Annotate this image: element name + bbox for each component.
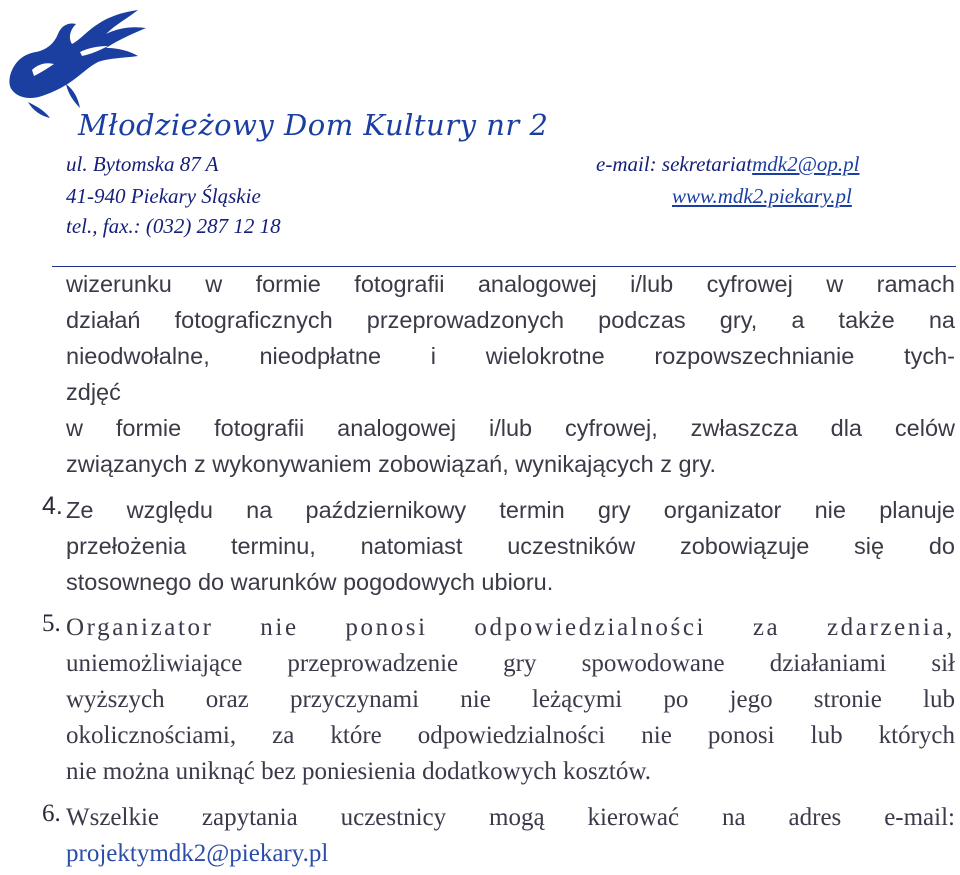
website-line [672,184,852,209]
item4-line: przełożenia terminu, natomiast uczestników zobowiązuje się do [66,533,955,559]
continuation-line: zdjęć [66,379,121,405]
item5-line: uniemożliwiające przeprowadzenie gry spowodowane działaniami sił [66,650,955,677]
contact-email-link[interactable]: projektymdk2@piekary.pl [66,840,329,867]
item5-line: Organizator nie ponosi odpowiedzialności za zdarzenia, [66,614,955,641]
continuation-line: wizerunku w formie fotografii analogowej i/lub cyfrowej w ramach [66,271,955,297]
item-number: 4. [42,492,63,520]
address-street: ul. Bytomska 87 A [66,152,219,176]
email-line [596,152,860,177]
email-label: e-mail: sekretariat [596,152,753,176]
item6-text: Wszelkie zapytania uczestnicy mogą kierować na adres e-mail: [66,804,955,831]
phone-fax: tel., fax.: (032) 287 12 18 [66,214,281,238]
email-link[interactable]: mdk2@op.pl [752,152,860,176]
organization-name: Młodzieżowy Dom Kultury nr 2 [78,108,549,142]
hand-dove-logo-icon [6,6,156,121]
continuation-line: działań fotograficznych przeprowadzonych podczas gry, a także na [66,307,955,333]
item5-line: okolicznościami, za które odpowiedzialności nie ponosi lub których [66,722,955,749]
address-city: 41-940 Piekary Śląskie [66,184,261,208]
item5-line: nie można uniknąć bez poniesienia dodatkowych kosztów. [66,758,652,785]
continuation-line: związanych z wykonywaniem zobowiązań, wynikających z gry. [66,451,716,477]
continuation-line: nieodwołalne, nieodpłatne i wielokrotne rozpowszechnianie tych- [66,343,955,369]
website-link[interactable]: www.mdk2.piekary.pl [672,184,852,208]
item5-line: wyższych oraz przyczynami nie leżącymi po jego stronie lub [66,686,955,713]
item-number: 6. [42,800,61,827]
item4-line: Ze względu na październikowy termin gry organizator nie planuje [66,497,955,523]
item4-line: stosownego do warunków pogodowych ubioru. [66,569,554,595]
item-number: 5. [42,610,61,637]
continuation-line: w formie fotografii analogowej i/lub cyfrowej, zwłaszcza dla celów [66,415,955,441]
